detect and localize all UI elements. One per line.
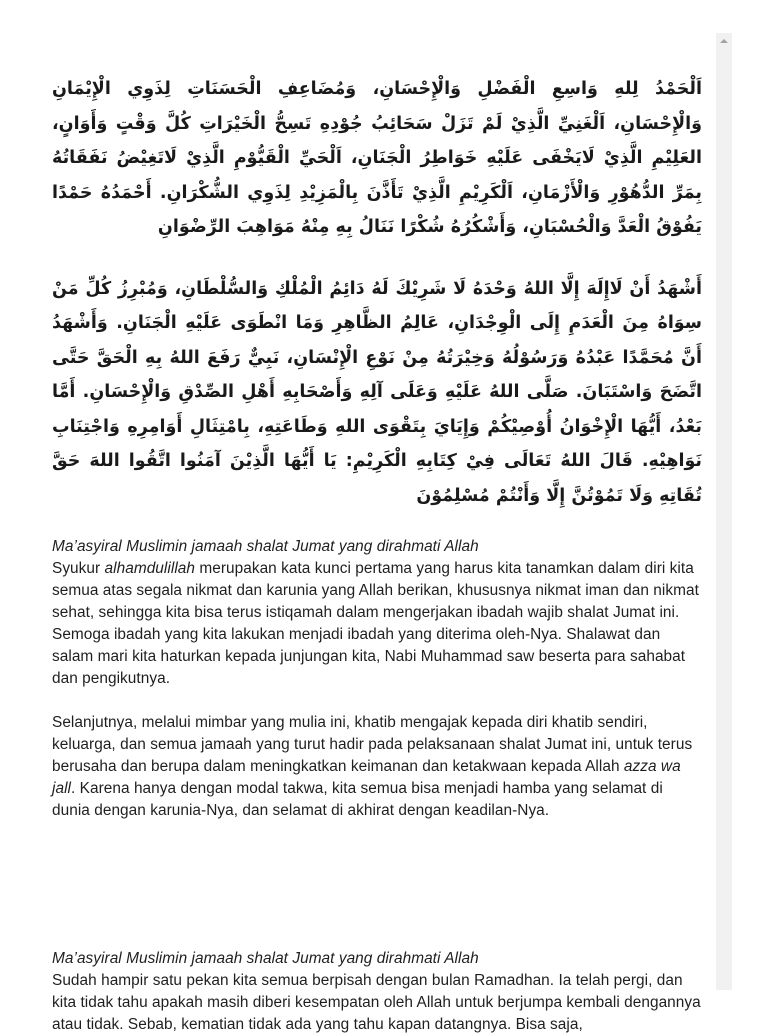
section2-greeting: Ma’asyiral Muslimin jamaah shalat Jumat yang dirahmati Allah — [52, 950, 479, 967]
section2-p1-text: Sudah hampir satu pekan kita semua berpisah dengan bulan Ramadhan. Ia telah pergi, dan kita tidak tahu apakah masih diberi kesempatan oleh Allah untuk berjumpa kembali dengannya atau tidak. Sebab, kematian tidak ada yang tahu kapan datangnya. Bisa saja, — [52, 972, 701, 1033]
section1-p1-rest: merupakan kata kunci pertama yang harus kita tanamkan dalam diri kita semua atas segala nikmat dan karunia yang Allah berikan, khususnya nikmat iman dan nikmat sehat, sehingga kita bisa terus istiqamah dalam mengerjakan ibadah wajib shalat Jumat ini. Semoga ibadah yang kita lakukan menjadi ibadah yang diterima oleh-Nya. Shalawat dan salam mari kita haturkan kepada junjungan kita, Nabi Muhammad saw beserta para sahabat dan pengikutnya. — [52, 560, 699, 687]
section1-p1-lead: Syukur — [52, 560, 105, 577]
arabic-opening-praise: اَلْحَمْدُ لِلهِ وَاسِعِ الْفَضْلِ وَالْإِحْسَانِ، وَمُضَاعِفِ الْحَسَنَاتِ لِذَوِي الْإِيْمَانِ وَالْإِحْسَانِ، اَلْغَنِيِّ الَّذِيْ لَمْ تَزَلْ سَحَائِبُ جُوْدِهِ تَسِحُّ الْخَيْرَاتِ كُلَّ وَقْتٍ وَأَوَانٍ، العَلِيْمِ الَّذِيْ لَايَخْفَى عَلَيْهِ خَوَاطِرُ الْجَنَانِ، اَلْحَيِّ الْقَيُّوْمِ الَّذِيْ لَاتَغِيْضُ نَفَقَاتُهُ بِمَرِّ الدُّهُوْرِ وَالْأَزْمَانِ، اَلْكَرِيْمِ الَّذِيْ تَأَذَّنَ بِالْمَزِيْدِ لِذَوِي الشُّكْرَانِ. أَحْمَدُهُ حَمْدًا يَفُوْقُ الْعَدَّ وَالْحُسْبَانِ، وَأَشْكُرُهُ شُكْرًا نَنَالُ بِهِ مِنْهُ مَوَاهِبَ الرِّضْوَانِ — [52, 79, 702, 237]
scroll-up-arrow-icon[interactable] — [720, 39, 728, 43]
section1-greeting: Ma’asyiral Muslimin jamaah shalat Jumat yang dirahmati Allah — [52, 538, 479, 555]
arabic-shahada-and-exhortation: أَشْهَدُ أَنْ لَاإِلَهَ إِلَّا اللهُ وَحْدَهُ لَا شَرِيْكَ لَهُ دَائِمُ الْمُلْكِ وَالسُّلْطَانِ، وَمُبْرِزُ كُلِّ مَنْ سِوَاهُ مِنَ الْعَدَمِ إِلَى الْوِجْدَانِ، عَالِمُ الظَّاهِرِ وَمَا انْطَوَى عَلَيْهِ الْجَنَانِ. وَأَشْهَدُ أَنَّ مُحَمَّدًا عَبْدُهُ وَرَسُوْلُهُ وَخِيْرَتُهُ مِنْ نَوْعِ الْإِنْسَانِ، نَبِيٌّ رَفَعَ اللهُ بِهِ الْحَقَّ حَتَّى اتَّضَحَ وَاسْتَبَانَ. صَلَّى اللهُ عَلَيْهِ وَعَلَى آلِهِ وَأَصْحَابِهِ أَهْلِ الصِّدْقِ وَالْإِحْسَانِ. أَمَّا بَعْدُ، أَيُّهَا الْإِخْوَانُ أُوْصِيْكُمْ وَإِيَايَ بِتَقْوَى اللهِ وَطَاعَتِهِ، بِامْتِثَالِ أَوَامِرِهِ وَاجْتِنَابِ نَوَاهِيْهِ. قَالَ اللهُ تَعَالَى فِيْ كِتَابِهِ الْكَرِيْمِ: يَا أَيُّهَا الَّذِيْنَ آمَنُوا اتَّقُوا اللهَ حَقَّ تُقَاتِهِ وَلَا تَمُوْتُنَّ إِلَّا وَأَنْتُمْ مُسْلِمُوْنَ — [52, 278, 702, 506]
section1-p2-lead: Selanjutnya, melalui mimbar yang mulia ini, khatib mengajak kepada diri khatib sendiri, keluarga, dan semua jamaah yang turut hadir pada pelaksanaan shalat Jumat ini, untuk terus berusaha dan berupa dalam meningkatkan keimanan dan ketakwaan kepada Allah — [52, 714, 693, 775]
section1-paragraph1 — [52, 536, 702, 690]
section1-p1-italic: alhamdulillah — [104, 560, 196, 577]
section1-p2-italic: azza wa jall — [52, 758, 681, 797]
section2-paragraph1 — [52, 948, 702, 1036]
sermon-document — [52, 72, 702, 1036]
section1-paragraph2 — [52, 712, 702, 822]
section1-p2-rest: . Karena hanya dengan modal takwa, kita semua bisa menjadi hamba yang selamat di dunia dengan karunia-Nya, dan selamat di akhirat dengan keadilan-Nya. — [52, 780, 663, 819]
vertical-scrollbar[interactable] — [716, 33, 732, 990]
